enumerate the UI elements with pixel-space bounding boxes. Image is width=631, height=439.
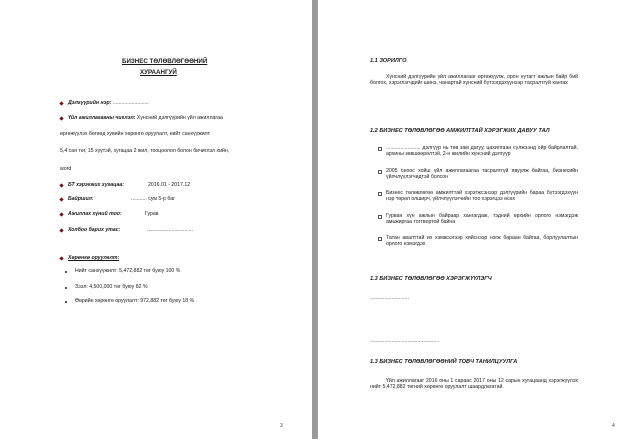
list-bullet-icon xyxy=(378,147,382,151)
period-value: 2016.01 - 2017.12 xyxy=(148,182,191,188)
activity-line2: өргөжүүлэх бөгөөд хувийн хөрөнгө оруулалт, нийт санхүүжилт xyxy=(60,131,210,137)
company-name-label: Дэлгүүрийн нэр: xyxy=(68,100,112,106)
section-heading-implementer: 1.3 БИЗНЕС ТӨЛӨВЛӨГӨӨ ХЭРЭГЖҮҮЛЭГЧ xyxy=(370,276,492,282)
document-page-right xyxy=(318,0,631,439)
investment-label: Хөрөнгө оруулалт: xyxy=(68,255,120,261)
page-number: 3 xyxy=(280,423,283,429)
advantage-item: 2005 оноос хойш үйл ажиллагаагаа тасралтгүй явуулж байгаа, бизнесийн үйлчлүүлэгчидтэй болсон xyxy=(386,168,578,180)
advantage-item: Гурван хүн ажлын байраар хангагдаж, тэдний өрхийн орлого нэмэгдэж амьжиргаа тогтвортой байна xyxy=(386,213,578,225)
company-name-row xyxy=(68,100,149,106)
list-bullet-icon xyxy=(65,287,67,289)
section-heading-overview: 1.3 БИЗНЕС ТӨЛӨВЛӨГӨӨНИЙ ТОВЧ ТАНИЛЦУУЛГА xyxy=(370,359,518,365)
document-subtitle: ХУРААНГУЙ xyxy=(140,69,177,76)
bullet-icon xyxy=(59,228,63,232)
section-text-goal: Хүнсний дэлгүүрийн үйл ажиллагааг өргөжүүлж, орон нутагт ажлын байр бий болгох, хэрэглэгчдийг шинэ, чанартай хүнсний бүтээгдэхүүнээр тасралтгүй хангах xyxy=(370,74,578,86)
investment-item: Өөрийн хөрөнгө оруулалт: 972,882 төг буюу 18 % xyxy=(75,298,195,304)
list-bullet-icon xyxy=(65,271,67,273)
advantage-item: Татан авалттай их хэмжээгээр хийснээр нэгж бараан байгаа, борлуулалтын орлого нэмэгдэх xyxy=(386,235,578,247)
investment-item: Нийт санхүүжилт: 5,472,882 төг буюу 100 % xyxy=(75,268,181,274)
document-page-left xyxy=(0,0,312,439)
advantage-item: ........................ дэлгүүр нь төв зам дагуу, цахилгаан сүлжээнд ойр байрлалтай, архины зөвшөөрөлтэй, 2-н жилийн хүнсний дэлгүүр xyxy=(386,145,578,157)
list-bullet-icon xyxy=(65,301,67,303)
bullet-icon xyxy=(59,116,63,120)
bullet-icon xyxy=(59,183,63,187)
list-bullet-icon xyxy=(378,237,382,241)
section-text-overview: Үйл ажиллагааг 2016 оны 1 сараас 2017 оны 12 сарын хугацаанд хэрэгжүүлэх нийт 5,472,882 төгний хөрөнгө оруулалт шаардлагатай. xyxy=(370,378,578,390)
period-label: БТ хэрэгжих хугацаа: xyxy=(68,182,124,188)
bullet-icon xyxy=(59,212,63,216)
address-value: ........... сум 5-р баг xyxy=(131,196,175,202)
activity-row xyxy=(68,115,223,121)
bullet-icon xyxy=(59,197,63,201)
contact-value: ................................ xyxy=(147,227,194,233)
list-bullet-icon xyxy=(378,170,382,174)
bullet-icon xyxy=(59,256,63,260)
document-title: БИЗНЕС ТӨЛӨВЛӨГӨӨНИЙ xyxy=(122,58,208,65)
employees-label: Ажиллах хүний тоо: xyxy=(68,211,122,217)
activity-line3: 5,4 сая төг, 15 хүүтэй, хугацаа 2 жил, тооцоолол болон бичиглэл хийн, xyxy=(60,148,230,154)
investment-item: Зээл: 4,500,000 төг буюу 82 % xyxy=(75,284,148,290)
bullet-icon xyxy=(59,101,63,105)
company-name-value: ......................... xyxy=(112,100,149,106)
activity-label: Үйл ажиллагааны чиглэл: xyxy=(68,115,136,121)
section-heading-goal: 1.1 ЗОРИЛГО xyxy=(370,58,407,64)
section-heading-advantages: 1.2 БИЗНЕС ТӨЛӨВЛӨГӨӨ АМЖИЛТТАЙ ХЭРЭГЖИХ ДАВУУ ТАЛ xyxy=(370,128,550,134)
implementer-placeholder: ........................... xyxy=(370,295,409,301)
address-label: Байршил: xyxy=(68,196,94,202)
activity-line1: Хүнсний дэлгүүрийн үйл ажиллагаа xyxy=(136,115,223,121)
page-number: 4 xyxy=(612,423,615,429)
implementer-placeholder: ................................................ xyxy=(370,338,440,344)
contact-label: Холбоо барих утас: xyxy=(68,227,121,233)
list-bullet-icon xyxy=(378,215,382,219)
employees-value: Гурав xyxy=(145,211,159,217)
advantage-item: Бизнес төлөвлөгөө амжилттай хэрэгжсэнээр дэлгүүрийн бараа бүтээгдэхүүн нэр төрөл олширч, үйлчлүүлэгчийн тоо хэрэгцээ өсөх xyxy=(386,190,578,202)
activity-line4: word xyxy=(60,166,72,172)
list-bullet-icon xyxy=(378,192,382,196)
